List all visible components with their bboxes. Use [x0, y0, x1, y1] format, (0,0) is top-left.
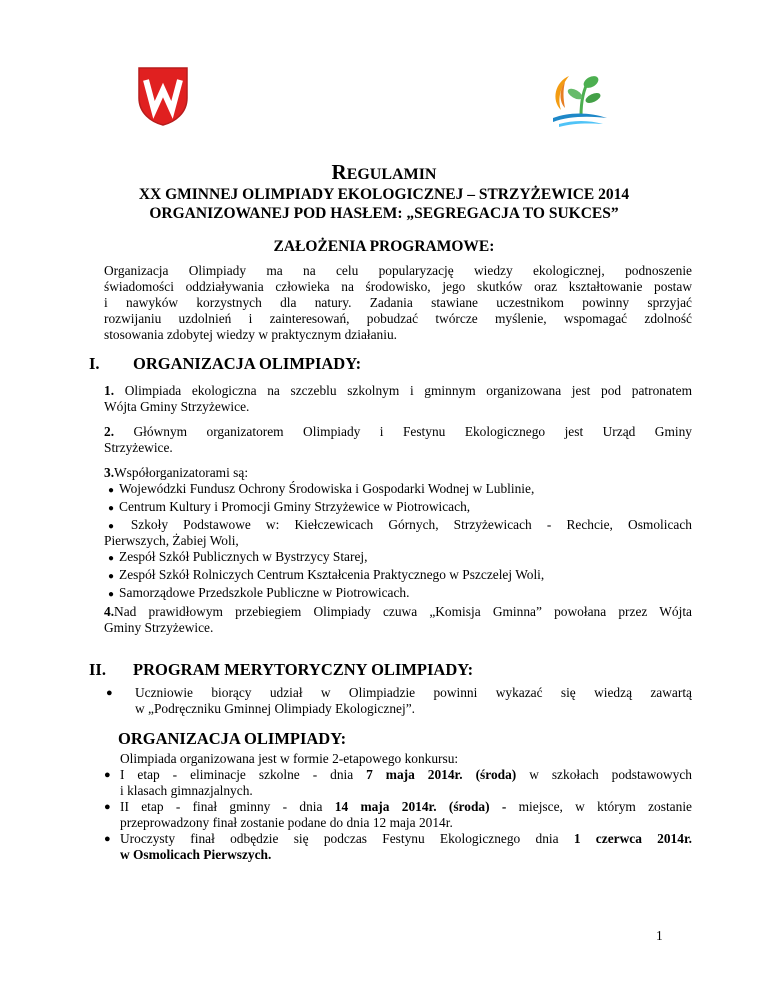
- page-number: 1: [656, 928, 663, 943]
- point-text: Gminy Strzyżewice.: [104, 620, 214, 635]
- zalozenia-line: stosowania zdobytej wiedzy w praktycznym działaniu.: [104, 327, 398, 342]
- title-initial: R: [331, 160, 347, 184]
- bullet-icon: ●: [108, 503, 115, 514]
- bullet-icon: ●: [108, 485, 115, 496]
- section1-heading: ORGANIZACJA OLIMPIADY:: [133, 354, 362, 373]
- section1-point3: [104, 465, 692, 603]
- bullet-icon: ●: [104, 833, 111, 845]
- point-number: 4.: [104, 604, 115, 619]
- point-text: Głównym organizatorem Olimpiady i Festynu Ekologicznego jest Urząd Gminy: [114, 424, 692, 439]
- bullet-icon: ●: [104, 769, 111, 781]
- co-organizer-item-cont: Pierwszych, Żabiej Woli,: [104, 533, 239, 548]
- point-number: 2.: [104, 424, 115, 439]
- co-organizer-item: ● Zespół Szkół Rolniczych Centrum Kształcenia Praktycznego w Pszczelej Woli,: [108, 567, 545, 582]
- zalozenia-line: i nawyków korzystnych dla natury. Zadania stawiane uczestnikom powinny sprzyjać: [104, 295, 692, 310]
- organizacja-heading: ORGANIZACJA OLIMPIADY:: [118, 729, 347, 748]
- crest-logo: [137, 66, 189, 126]
- point-text: Wójta Gminy Strzyżewice.: [104, 399, 250, 414]
- section1-point4: [104, 604, 692, 636]
- section2-numeral: II.: [89, 660, 106, 679]
- bullet-icon: ●: [104, 801, 111, 813]
- bullet-icon: ●: [108, 521, 126, 532]
- point-text: Współorganizatorami są:: [114, 465, 249, 480]
- section1-point1: [104, 383, 692, 415]
- subtitle-line-1: XX GMINNEJ OLIMPIADY EKOLOGICZNEJ – STRZYŻEWICE 2014: [138, 186, 630, 203]
- subtitle-line-2: ORGANIZOWANEJ POD HASŁEM: „SEGREGACJA TO SUKCES”: [149, 205, 619, 222]
- section1-numeral: I.: [89, 354, 100, 373]
- co-organizer-item: ● Szkoły Podstawowe w: Kiełczewicach Górnych, Strzyżewicach - Rechcie, Osmolicach: [108, 517, 692, 532]
- section2-bullet: ● Uczniowie biorący udział w Olimpiadzie powinni wykazać się wiedzą zawartą w „Podręczniku Gminnej Olimpiady Ekologicznej”.: [106, 685, 692, 716]
- point-text: Strzyżewice.: [104, 440, 173, 455]
- co-organizer-item: ● Samorządowe Przedszkole Publiczne w Piotrowicach.: [108, 585, 410, 600]
- title-rest: EGULAMIN: [346, 166, 437, 183]
- bullet-icon: ●: [108, 553, 115, 564]
- point-number: 3.: [104, 465, 115, 480]
- zalozenia-line: rozwijaniu uzdolnień i zainteresowań, pobudzać twórcze myślenie, wspomagać zdolność: [104, 311, 692, 326]
- organizacja-intro: Olimpiada organizowana jest w formie 2-etapowego konkursu:: [120, 751, 459, 766]
- section1-point2: [104, 424, 692, 456]
- eco-logo: [545, 70, 615, 132]
- point-text: Olimpiada ekologiczna na szczeblu szkolnym i gminnym organizowana jest pod patronatem: [114, 383, 692, 398]
- organizacja-block: Olimpiada organizowana jest w formie 2-etapowego konkursu: ● I etap - eliminacje szkolne - dnia 7 maja 2014r. (środa) w szkołach podstawowych i klasach gimnazjalnych. ● II etap - finał gminny - dnia 14 maja 2014r. (środa) - miejsce, w którym zostanie przeprowadzony finał zostanie podane do dnia 12 maja 2014r. ● Uroczysty finał odbędzie się podczas Festynu Ekologicznego dnia 1 czerwca 2014r. w Osmolicach Pierwszych.: [104, 751, 692, 862]
- bullet-icon: ●: [108, 571, 115, 582]
- zalozenia-line: świadomości oddziaływania człowieka na środowisko, jego skutków oraz kształtowanie postaw: [104, 279, 692, 294]
- point-text: Nad prawidłowym przebiegiem Olimpiady czuwa „Komisja Gminna” powołana przez Wójta: [114, 604, 692, 619]
- section2-heading: PROGRAM MERYTORYCZNY OLIMPIADY:: [133, 660, 474, 679]
- co-organizer-item: ● Zespół Szkół Publicznych w Bystrzycy Starej,: [108, 549, 368, 564]
- co-organizer-item: ● Wojewódzki Fundusz Ochrony Środowiska i Gospodarki Wodnej w Lublinie,: [108, 481, 535, 496]
- zalozenia-paragraph: [104, 263, 692, 343]
- point-number: 1.: [104, 383, 115, 398]
- zalozenia-line: Organizacja Olimpiady ma na celu popularyzację wiedzy ekologicznej, podnoszenie: [104, 263, 692, 278]
- bullet-icon: ●: [106, 687, 113, 699]
- document-title: [0, 160, 768, 187]
- zalozenia-heading: ZAŁOŻENIA PROGRAMOWE:: [273, 238, 495, 255]
- co-organizer-item: ● Centrum Kultury i Promocji Gminy Strzyżewice w Piotrowicach,: [108, 499, 471, 514]
- bullet-icon: ●: [108, 589, 115, 600]
